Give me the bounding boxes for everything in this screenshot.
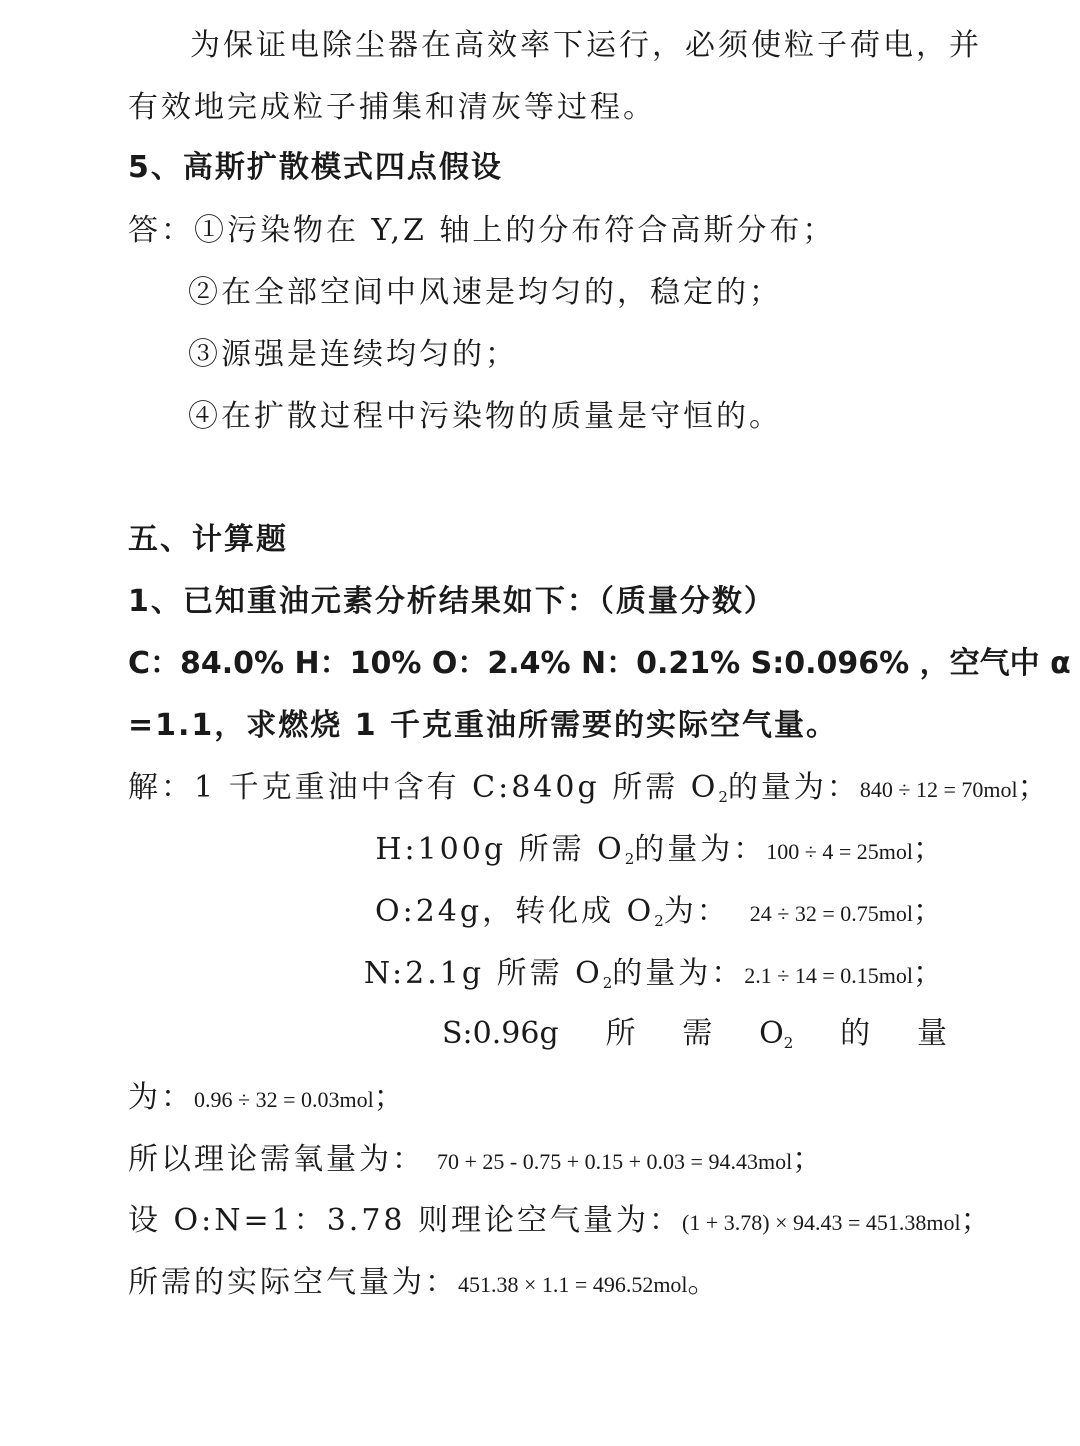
formula: (1 + 3.78) × 94.43 = 451.38mol [682, 1210, 961, 1235]
solution-text: 设 O:N=1：3.78 则理论空气量为： [128, 1203, 683, 1238]
punctuation: ； [913, 956, 946, 991]
answer-label: 答： [128, 213, 194, 248]
solution-text: 需 [682, 1016, 713, 1051]
solution-sulfur-line [442, 1014, 947, 1063]
solution-text: 量 [916, 1016, 947, 1051]
solution-text: 的量为： [727, 770, 860, 805]
solution-text: 为： [128, 1080, 194, 1115]
solution-text: 所以理论需氧量为： [128, 1142, 425, 1177]
formula: 0.96 ÷ 32 = 0.03mol [194, 1087, 374, 1112]
solution-text: 的量为： [634, 832, 767, 867]
punctuation: ； [792, 1142, 826, 1177]
subscript: 2 [718, 788, 728, 806]
solution-label: 解： [128, 770, 194, 805]
punctuation: ； [913, 894, 946, 929]
subscript: 2 [624, 850, 635, 868]
problem-question: =1.1，求燃烧 1 千克重油所需要的实际空气量。 [128, 708, 839, 743]
assumption-item: ④在扩散过程中污染物的质量是守恒的。 [188, 399, 782, 434]
problem-statement: 1、已知重油元素分析结果如下：（质量分数） [128, 584, 776, 619]
o2-symbol: $O_2$ [759, 1016, 794, 1052]
solution-text: S:0.96g [442, 1016, 559, 1051]
assumption-item: ②在全部空间中风速是均匀的，稳定的； [188, 275, 782, 310]
solution-text: 的量为： [612, 956, 745, 991]
solution-text: 为： [663, 894, 730, 929]
solution-text: 所 [605, 1016, 636, 1051]
theoretical-air-line [128, 1201, 994, 1243]
solution-text: 所需的实际空气量为： [128, 1265, 458, 1300]
formula: 24 ÷ 32 = 0.75mol [749, 901, 913, 926]
solution-carbon-line [128, 768, 1051, 817]
question-5-heading: 5、高斯扩散模式四点假设 [128, 150, 503, 185]
assumption-item: ③源强是连续均匀的； [188, 337, 518, 372]
formula: 100 ÷ 4 = 25mol [766, 839, 913, 864]
solution-text: O:24g，转化成 O [375, 894, 655, 929]
problem-data-line: C：84.0% H：10% O：2.4% N：0.21% S:0.096% ，空气中 α [128, 646, 1071, 681]
subscript: 2 [602, 974, 613, 992]
formula: 451.38 × 1.1 = 496.52mol [458, 1272, 688, 1297]
formula: 70 + 25 - 0.75 + 0.15 + 0.03 = 94.43mol [437, 1149, 793, 1174]
solution-sulfur-continuation [128, 1078, 407, 1120]
formula: 2.1 ÷ 14 = 0.15mol [744, 963, 913, 988]
section-heading: 五、计算题 [128, 522, 288, 557]
assumption-item: ①污染物在 Y,Z 轴上的分布符合高斯分布； [194, 213, 836, 248]
actual-air-line [128, 1263, 721, 1305]
formula: 840 ÷ 12 = 70mol [859, 777, 1018, 802]
solution-oxygen-line [375, 892, 946, 941]
punctuation: ； [373, 1080, 407, 1115]
solution-text: H:100g 所需 O [375, 832, 625, 867]
solution-text: N:2.1g 所需 O [363, 956, 603, 991]
answer-line [128, 211, 835, 251]
solution-text: 的 [840, 1016, 871, 1051]
punctuation: ； [913, 832, 946, 867]
paragraph-line: 为保证电除尘器在高效率下运行，必须使粒子荷电，并 [190, 28, 982, 63]
solution-text: 1 千克重油中含有 C:840g 所需 O [194, 770, 719, 805]
subscript: 2 [654, 912, 664, 930]
solution-hydrogen-line [375, 830, 946, 879]
punctuation: ； [960, 1203, 994, 1238]
punctuation: ； [1017, 770, 1051, 805]
paragraph-line: 有效地完成粒子捕集和清灰等过程。 [128, 90, 656, 125]
punctuation: 。 [687, 1265, 721, 1300]
theoretical-oxygen-line [128, 1140, 825, 1182]
solution-nitrogen-line [364, 954, 946, 1003]
